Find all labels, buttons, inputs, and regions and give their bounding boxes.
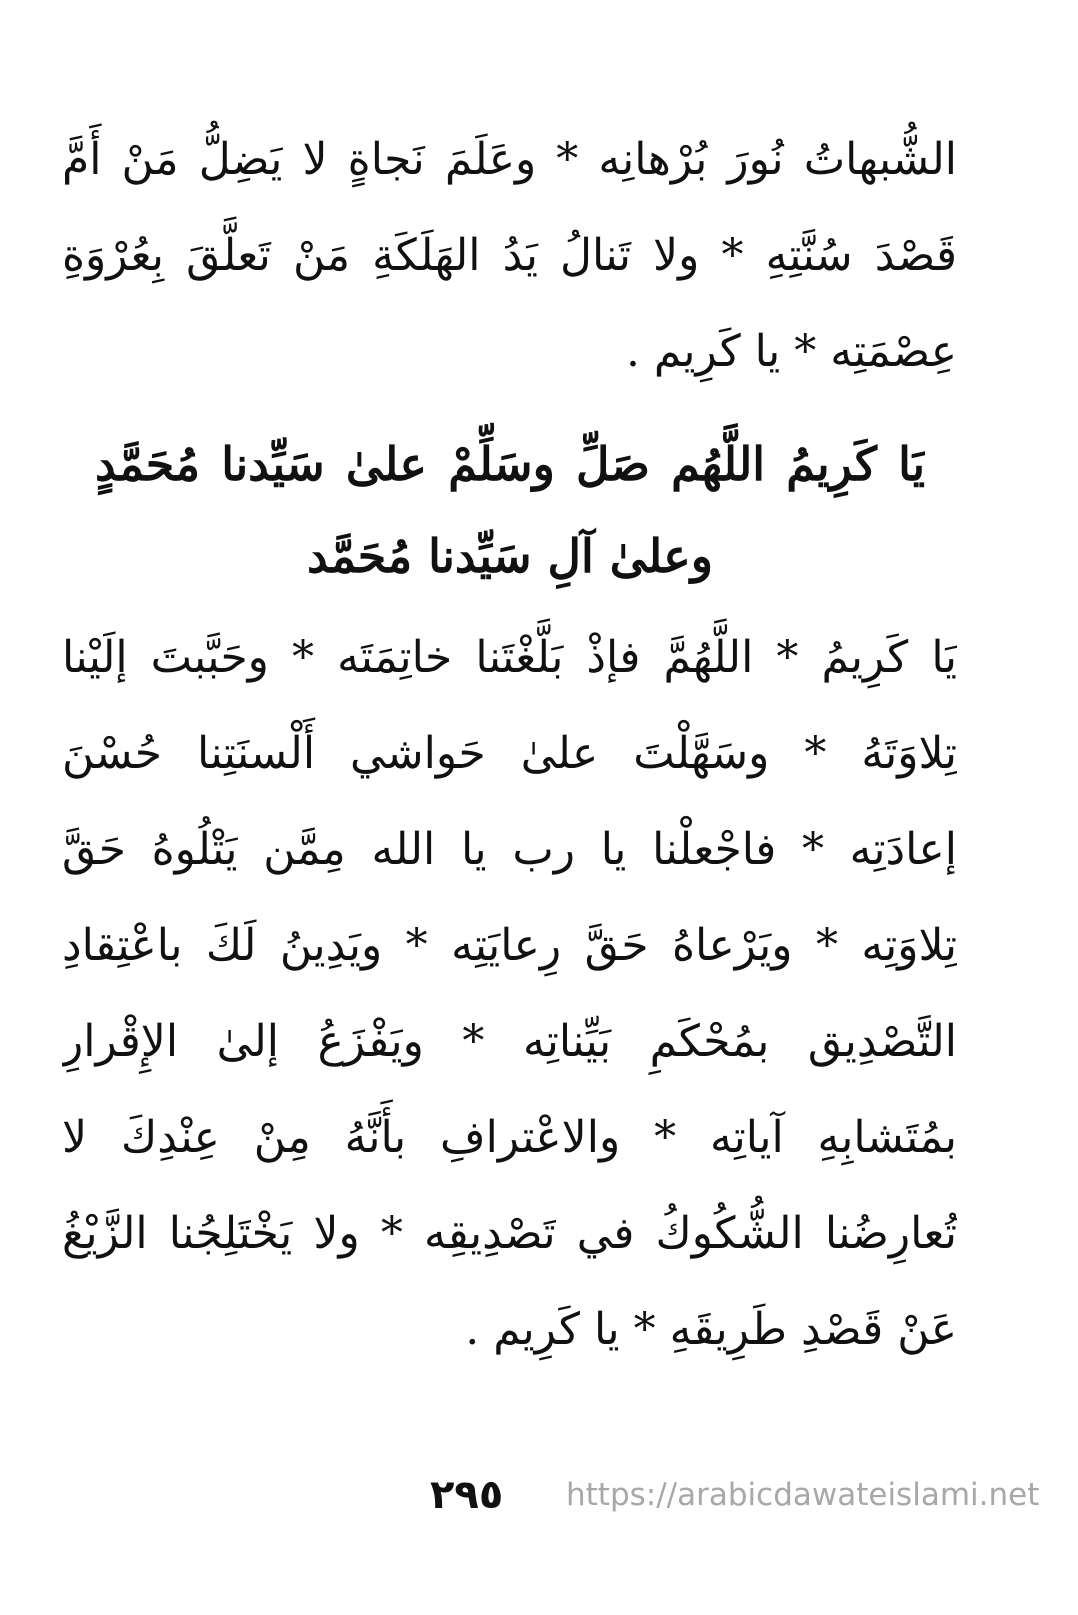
text-line: عِصْمَتِه * يا كَرِيم . — [625, 326, 957, 377]
text-line: إعادَتِه * فاجْعلْنا يا رب يا الله مِمَّن يَتْلُوهُ حَقَّ — [62, 824, 957, 875]
text-line: عَنْ قَصْدِ طَرِيقَهِ * يا كَرِيم . — [465, 1304, 957, 1355]
website-watermark: https://arabicdawateislami.net — [566, 1477, 1040, 1513]
text-line: بمُتَشابِهِ آياتِه * والاعْترافِ بأَنَّهُ مِنْ عِنْدِكَ لا — [62, 1112, 957, 1163]
text-line: الشُّبهاتُ نُورَ بُرْهانِه * وعَلَمَ نَجاةٍ لا يَضِلُّ مَنْ أَمَّ — [62, 134, 957, 185]
text-line: يَا كَرِيمُ * اللَّهُمَّ فإذْ بَلَّغْتَنا خاتِمَتَه * وحَبَّبتَ إلَيْنا — [62, 632, 957, 683]
section-heading — [95, 418, 925, 602]
paragraph-main — [62, 610, 957, 1378]
paragraph-top — [62, 112, 957, 400]
text-line: تِلاوَتَهُ * وسَهَّلْتَ علىٰ حَواشي أَلْسنَتِنا حُسْنَ — [62, 728, 957, 779]
text-line: التَّصْدِيق بمُحْكَمِ بَيِّناتِه * ويَفْزَعُ إلىٰ الإِقْرارِ — [62, 1016, 957, 1067]
text-line: تُعارِضُنا الشُّكُوكُ في تَصْدِيقِه * ولا يَخْتَلِجُنا الزَّيْغُ — [62, 1208, 957, 1259]
heading-line: يَا كَرِيمُ اللَّهُم صَلِّ وسَلِّمْ علىٰ سَيِّدنا مُحَمَّدٍ — [95, 437, 925, 491]
heading-line: وعلىٰ آلِ سَيِّدنا مُحَمَّد — [307, 529, 713, 583]
page-footer — [420, 1465, 1040, 1525]
text-line: قَصْدَ سُنَّتِهِ * ولا تَنالُ يَدُ الهَلَكَةِ مَنْ تَعلَّقَ بِعُرْوَةِ — [62, 230, 957, 281]
page-number: ٢٩٥ — [430, 1472, 504, 1518]
text-line: تِلاوَتِه * ويَرْعاهُ حَقَّ رِعايَتِه * ويَدِينُ لَكَ باعْتِقادِ — [62, 920, 957, 971]
